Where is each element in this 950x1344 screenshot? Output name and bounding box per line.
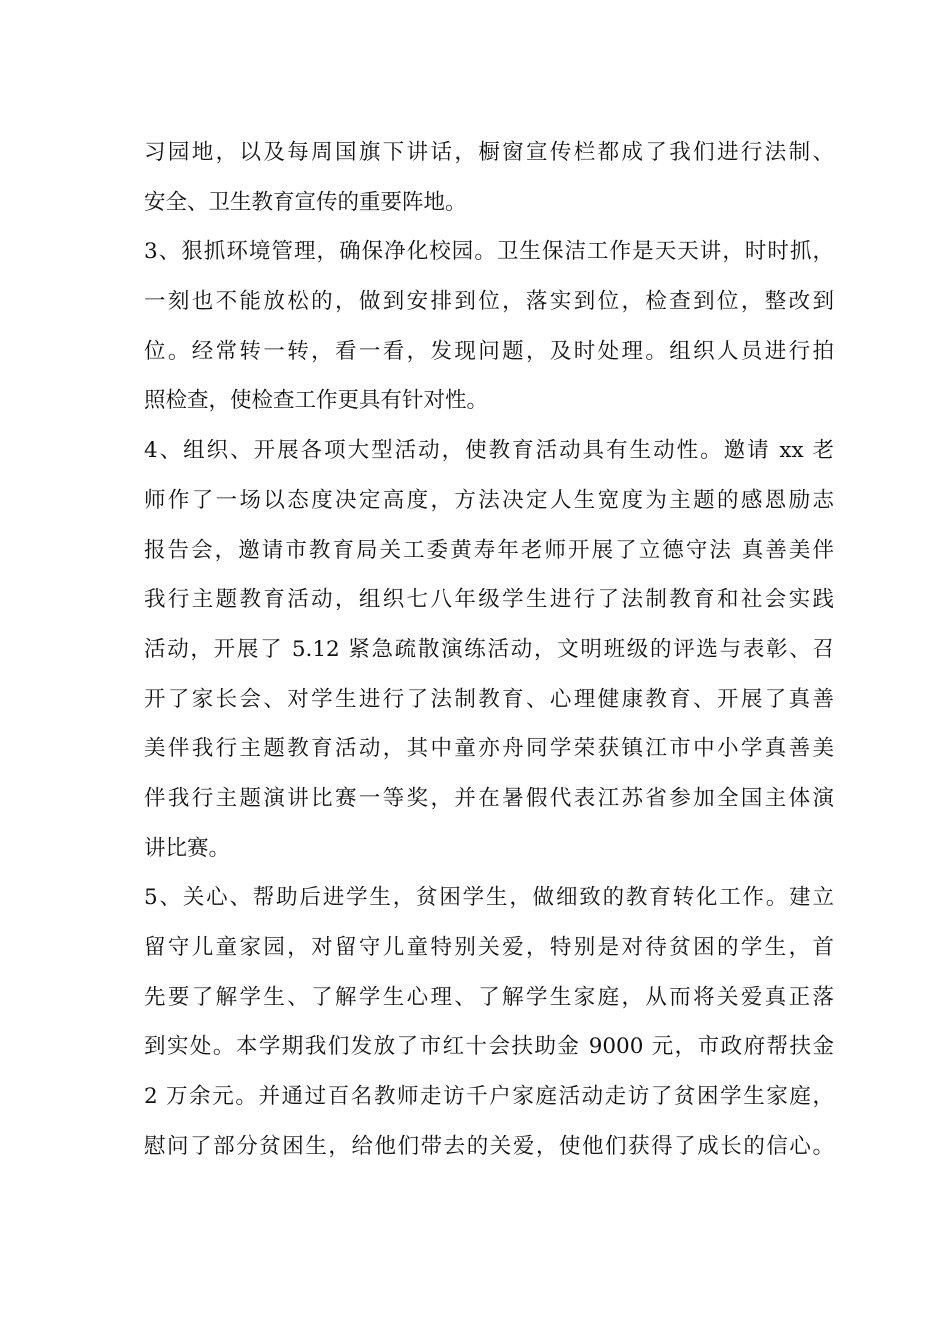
text-line: 慰问了部分贫困生，给他们带去的关爱，使他们获得了成长的信心。 xyxy=(144,1133,834,1159)
text-line: 留守儿童家园，对留守儿童特别关爱，特别是对待贫困的学生，首 xyxy=(144,935,834,960)
text-line: 报告会，邀请市教育局关工委黄寿年老师开展了立德守法 真善美伴 xyxy=(144,537,834,563)
text-line: 到实处。本学期我们发放了市红十会扶助金 9000 元，市政府帮扶金 xyxy=(144,1034,834,1060)
text-line: 5、关心、帮助后进学生，贫困学生，做细致的教育转化工作。建立 xyxy=(144,885,834,911)
text-line: 讲比赛。 xyxy=(144,835,231,861)
text-line: 位。经常转一转，看一看，发现问题，及时处理。组织人员进行拍 xyxy=(144,338,834,364)
text-line: 照检查，使检查工作更具有针对性。 xyxy=(144,388,489,414)
text-line: 伴我行主题演讲比赛一等奖，并在暑假代表江苏省参加全国主体演 xyxy=(144,785,834,811)
text-line: 习园地，以及每周国旗下讲话，橱窗宣传栏都成了我们进行法制、 xyxy=(144,140,834,165)
text-line: 一刻也不能放松的，做到安排到位，落实到位，检查到位，整改到 xyxy=(144,289,834,315)
text-line: 活动，开展了 5.12 紧急疏散演练活动，文明班级的评选与表彰、召 xyxy=(144,636,834,662)
text-line: 4、组织、开展各项大型活动，使教育活动具有生动性。邀请 xx 老 xyxy=(144,438,834,464)
body-text xyxy=(144,128,834,1171)
text-line: 2 万余元。并通过百名教师走访千户家庭活动走访了贫困学生家庭， xyxy=(144,1084,834,1110)
text-line: 安全、卫生教育宣传的重要阵地。 xyxy=(144,189,467,215)
text-line: 3、狠抓环境管理，确保净化校园。卫生保洁工作是天天讲，时时抓， xyxy=(144,239,834,265)
text-line: 开了家长会、对学生进行了法制教育、心理健康教育、开展了真善 xyxy=(144,686,834,712)
text-line: 美伴我行主题教育活动，其中童亦舟同学荣获镇江市中小学真善美 xyxy=(144,736,834,762)
text-line: 我行主题教育活动，组织七八年级学生进行了法制教育和社会实践 xyxy=(144,587,834,613)
text-line: 师作了一场以态度决定高度，方法决定人生宽度为主题的感恩励志 xyxy=(144,487,834,513)
text-line: 先要了解学生、了解学生心理、了解学生家庭，从而将关爱真正落 xyxy=(144,984,834,1010)
